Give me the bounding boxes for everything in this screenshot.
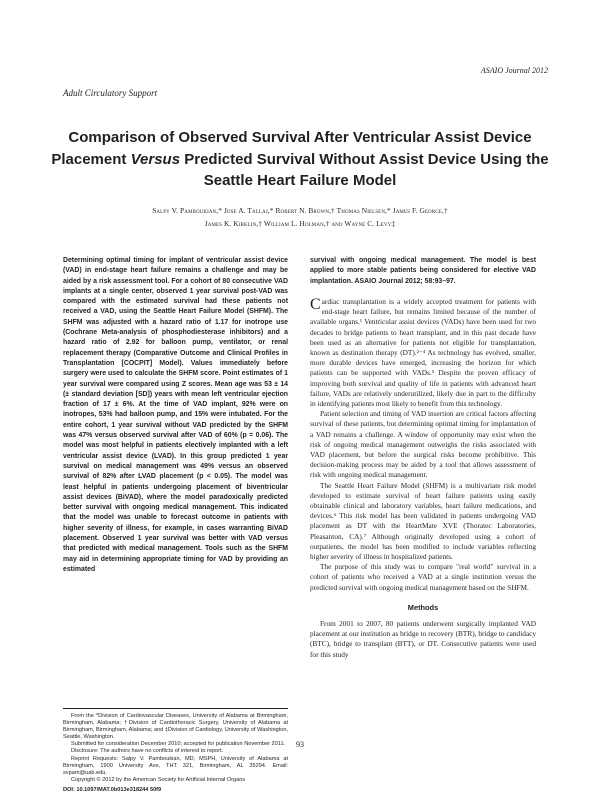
- drop-cap: C: [310, 295, 321, 313]
- article-title: [50, 127, 550, 192]
- authors-line-2: James K. Kirklin,† William L. Holman,† and Wayne C. Levy‡: [204, 218, 396, 228]
- footnote-disclosure: Disclosure: The authors have no conflicts of interest to report.: [71, 748, 224, 755]
- intro-paragraph-1-text: ardiac transplantation is a widely accepted treatment for patients with end-stage heart failure, but remains limited because of the number of available organs.¹ Ventricular assist devices (VADs) have been used for two decades to bridge patients to heart transplant, and in this past decade have been used as an alternative for patients not eligible for transplantation, known as destination therapy (DT).²⁻⁴ As technology has evolved, smaller, more durable devices have emerged, increasing the horizon for which patients can be supported with VADs.⁵ Despite the proven efficacy of improving both survival and quality of life in patients with advanced heart failure, VADs are relatively underutilized, likely due in part to the difficulty in identifying patients most likely to benefit from this technology.: [310, 296, 536, 408]
- right-column: [310, 256, 536, 660]
- title-versus: Versus: [130, 150, 181, 168]
- title-part-2: Predicted Survival Without Assist Device Using the Seattle Heart Failure Model: [180, 150, 549, 189]
- left-column: [63, 256, 288, 575]
- footnotes: [63, 713, 288, 794]
- authors-line-1: Salpy V. Pamboukian,* Jose A. Tallaj,* Robert N. Brown,† Thomas Nielsen,* James F. George,†: [152, 206, 448, 215]
- footnote-submitted: Submitted for consideration December 2010; accepted for publication November 2011.: [71, 741, 286, 748]
- doi: DOI: 10.1097/MAT.0b013e318244 50f9: [63, 786, 162, 793]
- journal-running-header: ASAIO Journal 2012: [480, 66, 548, 75]
- methods-paragraph-1: From 2001 to 2007, 80 patients underwent surgically implanted VAD placement at our institution as bridge to recovery (BTR), bridge to candidacy (BTC), bridge to transplant (BTT), or DT. Consecutive patients were used for this study: [310, 619, 536, 659]
- abstract-continuation: survival with ongoing medical management. The model is best applied to more stable patients being considered for elective VAD implantation. ASAIO Journal 2012; 58:93–97.: [310, 257, 536, 285]
- intro-paragraph-4: The purpose of this study was to compare "real world" survival in a cohort of patients who received a VAD at a single institution versus the predicted survival with ongoing medical management based on the SHFM.: [310, 562, 536, 592]
- author-list: [70, 205, 530, 230]
- footnote-divider: [63, 708, 288, 709]
- abstract-paragraph: Determining optimal timing for implant of ventricular assist device (VAD) in end-stage heart failure remains a challenge and may be aided by a risk assessment tool. For a cohort of 80 consecutive VAD implants at a single center, observed 1 year survival post-VAD was compared with the estimated survival had these patients not received a VAD, using the Seattle Heart Failure Model (SHFM). The SHFM was adjusted with a hazard ratio of 1.17 for inotrope use (Cochrane Meta-analysis of phosphodiesterase inhibitors) and a hazard ratio of 2.92 for balloon pump, ventilator, or renal replacement therapy (Comparative Outcome and Clinical Profiles in Transplantation [COCPIT] Model). Values immediately before surgery were used to calculate the SHFM score. Point estimates of 1 year survival were compared using Z scores. Mean age was 53 ± 14 (± standard deviation [SD]) years with mean left ventricular ejection fraction of 17 ± 6%. At the time of VAD implant, 92% were on inotropes, 53% had balloon pump, and 15% were intubated. For the entire cohort, 1 year survival without VAD predicted by the SHFM was 47% versus observed survival after VAD of 60% (p = 0.06). The model was most helpful in patients electively implanted with a left ventricular assist device (LVAD). In this group predicted 1 year survival on medical management was 49% versus an observed survival of 82% after LVAD placement (p < 0.05). The model was least helpful in patients undergoing placement of biventricular assist devices (BiVAD), where the model paradoxically predicted better survival with ongoing medical management. This indicated that the model was unable to forecast outcome in patients with higher severity of illness, for example, in cases warranting BiVAD placement. Observed 1 year survival was better with VAD versus that predicted with medical management. Tools such as the SHFM may aid in determining appropriate timing for VAD by providing an estimated: [63, 257, 288, 573]
- section-label: Adult Circulatory Support: [63, 88, 158, 98]
- intro-paragraph-1: [310, 297, 536, 409]
- intro-paragraph-3: The Seattle Heart Failure Model (SHFM) is a multivariate risk model developed to estimate survival of heart failure patients using easily obtainable clinical and laboratory variables, heart failure medications, and devices.⁶ This risk model has been validated in patients undergoing VAD placement as DT with the HeartMate XVE (Thoratec Laboratories, Pleasanton, CA).⁷ Although originally developed using a cohort of outpatients, the model has been modified to include variables reflecting higher severity of illness in hospitalized patients.: [310, 480, 536, 561]
- methods-heading: Methods: [407, 602, 439, 612]
- footnote-reprints: Reprint Requests: Salpy V. Pamboukian, MD, MSPH, University of Alabama at Birmingham, 1900 University Ave, THT 321, Birmingham, AL 35294. Email: svpam@uab.edu.: [63, 755, 288, 776]
- footnote-affiliations: From the *Division of Cardiovascular Diseases, University of Alabama at Birmingham, Birmingham, Alabama; †Division of Cardiothoracic Surgery, University of Alabama at Birmingham, Birmingham, Alabama; and ‡Division of Cardiology, University of Washington, Seattle, Washington.: [63, 713, 288, 741]
- title-part-1: Comparison of Observed Survival After Ventricular Assist Device Placement: [51, 129, 532, 168]
- footnote-copyright: Copyright © 2012 by the American Society for Artificial Internal Organs: [71, 776, 246, 783]
- intro-paragraph-2: Patient selection and timing of VAD insertion are critical factors affecting survival of these patients, but determining optimal timing for implantation of a VAD remains a challenge. A window of opportunity may exist when the risk of ongoing medical management outweighs the risks associated with VAD placement, but before the surgical risks become prohibitive. This decision-making process may be aided by a tool that allows assessment of risk with ongoing medical management.: [310, 409, 536, 480]
- page-number: 93: [296, 740, 304, 749]
